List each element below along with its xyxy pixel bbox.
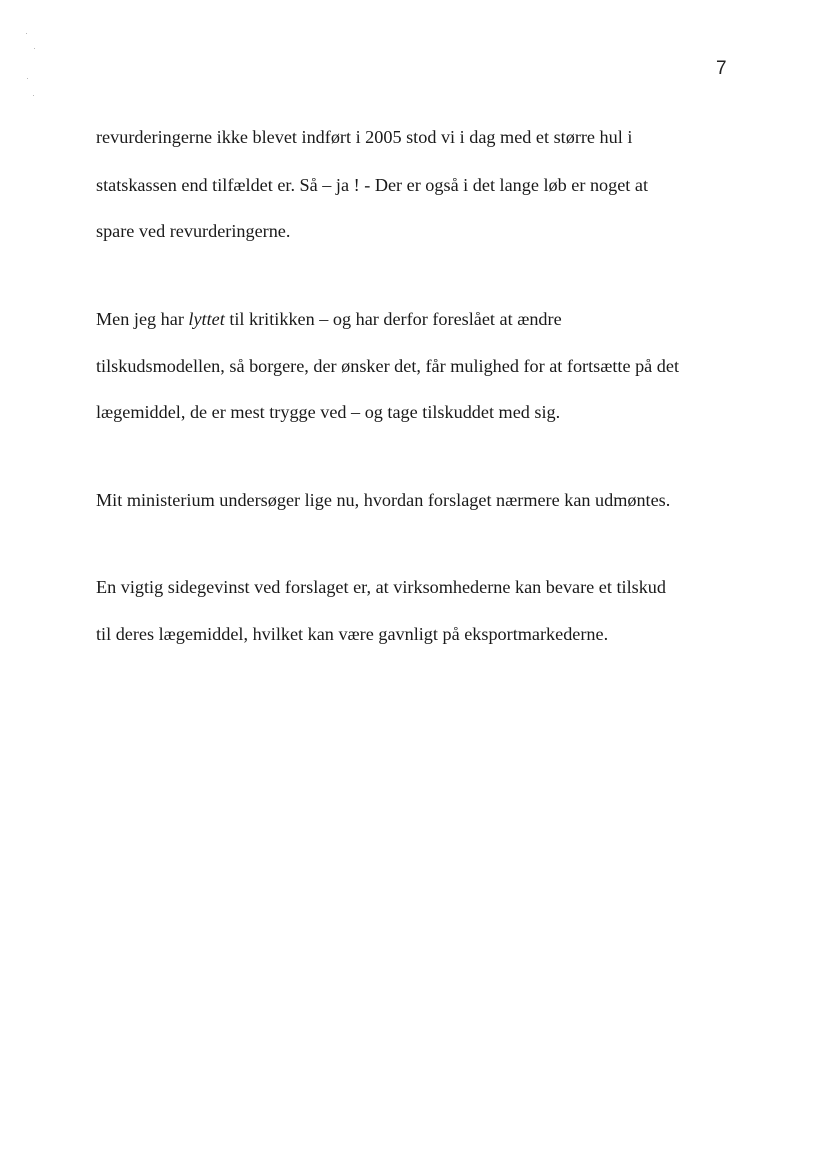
text-line: En vigtig sidegevinst ved forslaget er, at virksomhederne kan bevare et tilskud: [96, 577, 666, 597]
text-line: [96, 308, 562, 330]
text-run: Men jeg har: [96, 309, 189, 329]
scan-speck: [34, 48, 35, 49]
text-line: statskassen end tilfældet er. Så – ja ! - Der er også i det lange løb er noget at: [96, 175, 649, 195]
text-line: spare ved revurderingerne.: [96, 221, 291, 241]
text-run: til kritikken – og har derfor foreslået at ændre: [224, 309, 562, 329]
page-number: 7: [716, 58, 727, 79]
text-line: revurderingerne ikke blevet indført i 2005 stod vi i dag med et større hul i: [96, 127, 633, 147]
text-line: tilskudsmodellen, så borgere, der ønsker det, får mulighed for at fortsætte på det: [96, 356, 680, 376]
text-line: Mit ministerium undersøger lige nu, hvordan forslaget nærmere kan udmøntes.: [96, 490, 671, 510]
scan-speck: [33, 95, 34, 96]
scan-speck: [27, 78, 28, 79]
emphasized-word: lyttet: [188, 309, 225, 329]
text-line: til deres lægemiddel, hvilket kan være gavnligt på eksportmarkederne.: [96, 624, 609, 644]
scan-speck: [26, 33, 27, 34]
text-line: lægemiddel, de er mest trygge ved – og tage tilskuddet med sig.: [96, 402, 561, 422]
